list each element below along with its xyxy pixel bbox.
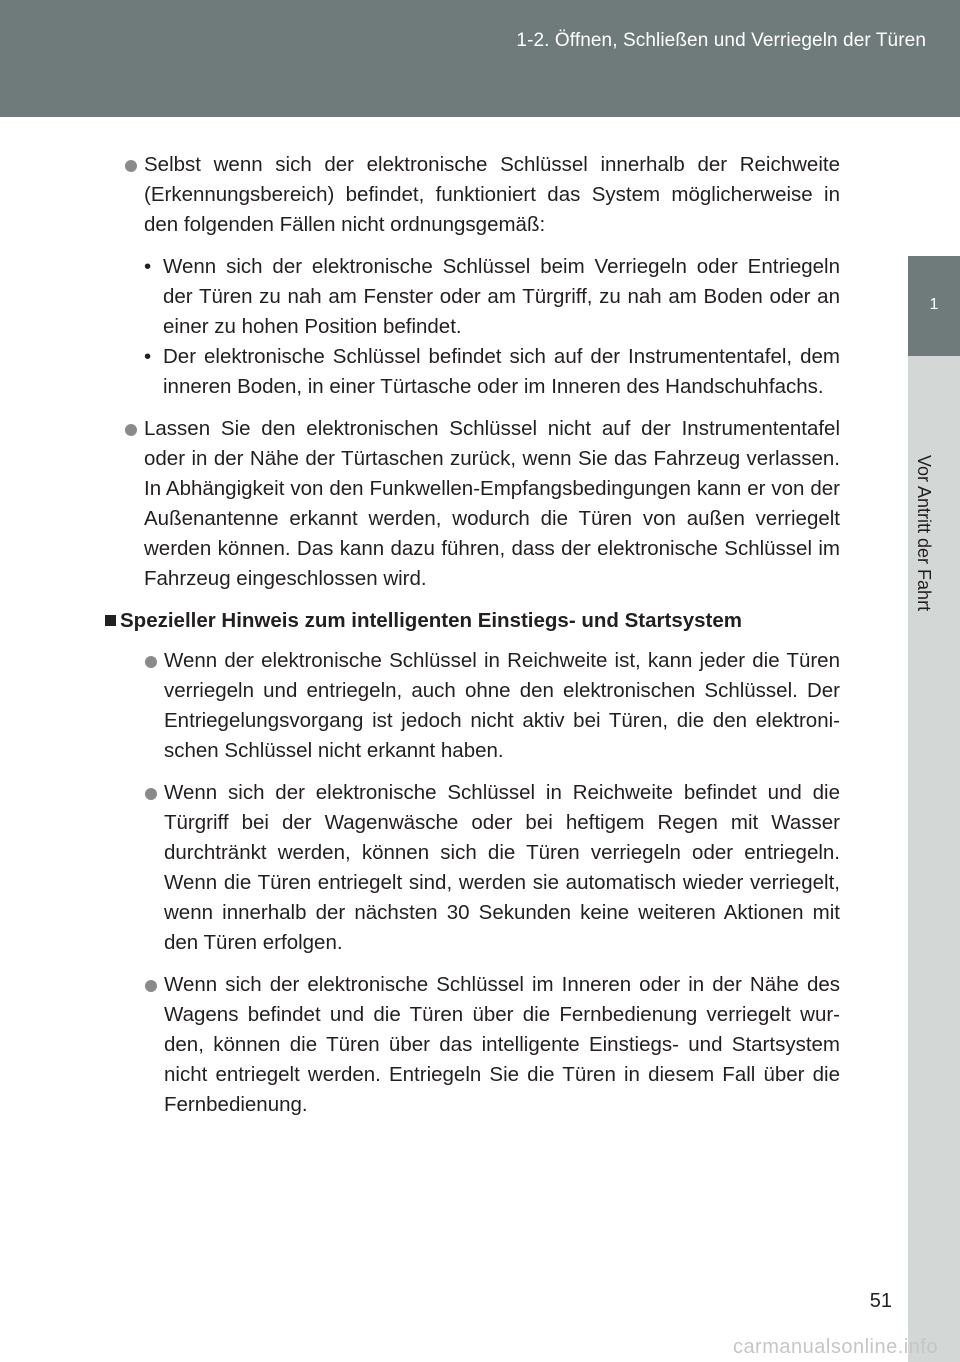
sub-list-item-text: Wenn sich der elektronische Schlüssel beim Verriegeln oder Entriegeln der Türen zu nah am Fenster oder am Türgriff, zu nah am Boden oder an einer zu hohen Position befindet. <box>163 255 840 338</box>
list-item-text: Wenn der elektronische Schlüssel in Reichweite ist, kann jeder die Türen verriegeln und entriegeln, auch ohne den elektronischen Schlüssel. Der Entriegelungsvorgang ist jedoch nicht aktiv bei Türen, die den elektronischen Schlüssel nicht erkannt haben. <box>164 649 840 762</box>
round-bullet-icon <box>145 980 157 992</box>
list-item <box>124 778 840 958</box>
chapter-title: Vor Antritt der Fahrt <box>914 455 934 612</box>
list-item-text: Lassen Sie den elektronischen Schlüssel nicht auf der Instrumententafel oder in der Nähe der Türtaschen zurück, wenn Sie das Fahrzeug verlassen. In Abhängigkeit von den Funkwellen-Empfangsbedingungen kann er von der Außenantenne erkannt werden, wodurch die Türen von außen verriegelt werden können. Das kann dazu führen, dass der elektronische Schlüssel im Fahrzeug eingeschlossen wird. <box>144 417 840 590</box>
list-item <box>124 970 840 1120</box>
sub-list-item <box>144 342 840 402</box>
section-heading-text: Spezieller Hinweis zum intelligenten Einstiegs- und Startsystem <box>120 609 742 632</box>
round-bullet-icon <box>125 160 137 172</box>
small-bullet-icon: • <box>144 255 152 278</box>
page-content <box>104 150 840 1132</box>
sub-list <box>144 252 840 402</box>
sub-list-item-text: Der elektronische Schlüssel befindet sich auf der Instrumententafel, dem inneren Boden, in einer Türtasche oder im Inneren des Handschuhfachs. <box>163 345 840 398</box>
page-number: 51 <box>869 1290 892 1312</box>
list-item <box>104 414 840 594</box>
list-item <box>124 646 840 766</box>
round-bullet-icon <box>125 424 137 436</box>
round-bullet-icon <box>145 656 157 668</box>
chapter-tab <box>908 256 960 356</box>
list-item <box>104 150 840 402</box>
small-bullet-icon: • <box>144 345 152 368</box>
section-list <box>104 646 840 1120</box>
list-item-text: Wenn sich der elektronische Schlüssel im Inneren oder in der Nähe des Wagens befindet und die Türen über die Fernbedienung verriegelt wurden, können die Türen über das intelligente Einstiegs- und Startsystem nicht entriegelt werden. Entriegeln Sie die Türen in diesem Fall über die Fernbedienung. <box>164 973 840 1116</box>
header-band <box>0 0 960 117</box>
chapter-number: 1 <box>929 296 939 313</box>
list-item-text: Wenn sich der elektronische Schlüssel in Reichweite befindet und die Türgriff bei der Wagenwäsche oder bei heftigem Regen mit Wasser durchtränkt werden, können sich die Türen verriegeln oder entriegeln. Wenn die Türen entriegelt sind, werden sie automatisch wieder verriegelt, wenn innerhalb der nächsten 30 Sekunden keine weiteren Aktionen mit den Türen erfolgen. <box>164 781 840 954</box>
sub-list-item <box>144 252 840 342</box>
watermark: carmanualsonline.info <box>732 1336 938 1358</box>
round-bullet-icon <box>145 788 157 800</box>
section-heading <box>104 606 840 636</box>
section-title: 1-2. Öffnen, Schließen und Verriegeln der Türen <box>516 30 926 51</box>
square-bullet-icon <box>105 615 116 626</box>
list-item-text: Selbst wenn sich der elektronische Schlüssel innerhalb der Reichweite (Erkennungsbereich) befindet, funktioniert das System möglicherweise in den folgenden Fällen nicht ordnungsgemäß: <box>144 153 840 236</box>
